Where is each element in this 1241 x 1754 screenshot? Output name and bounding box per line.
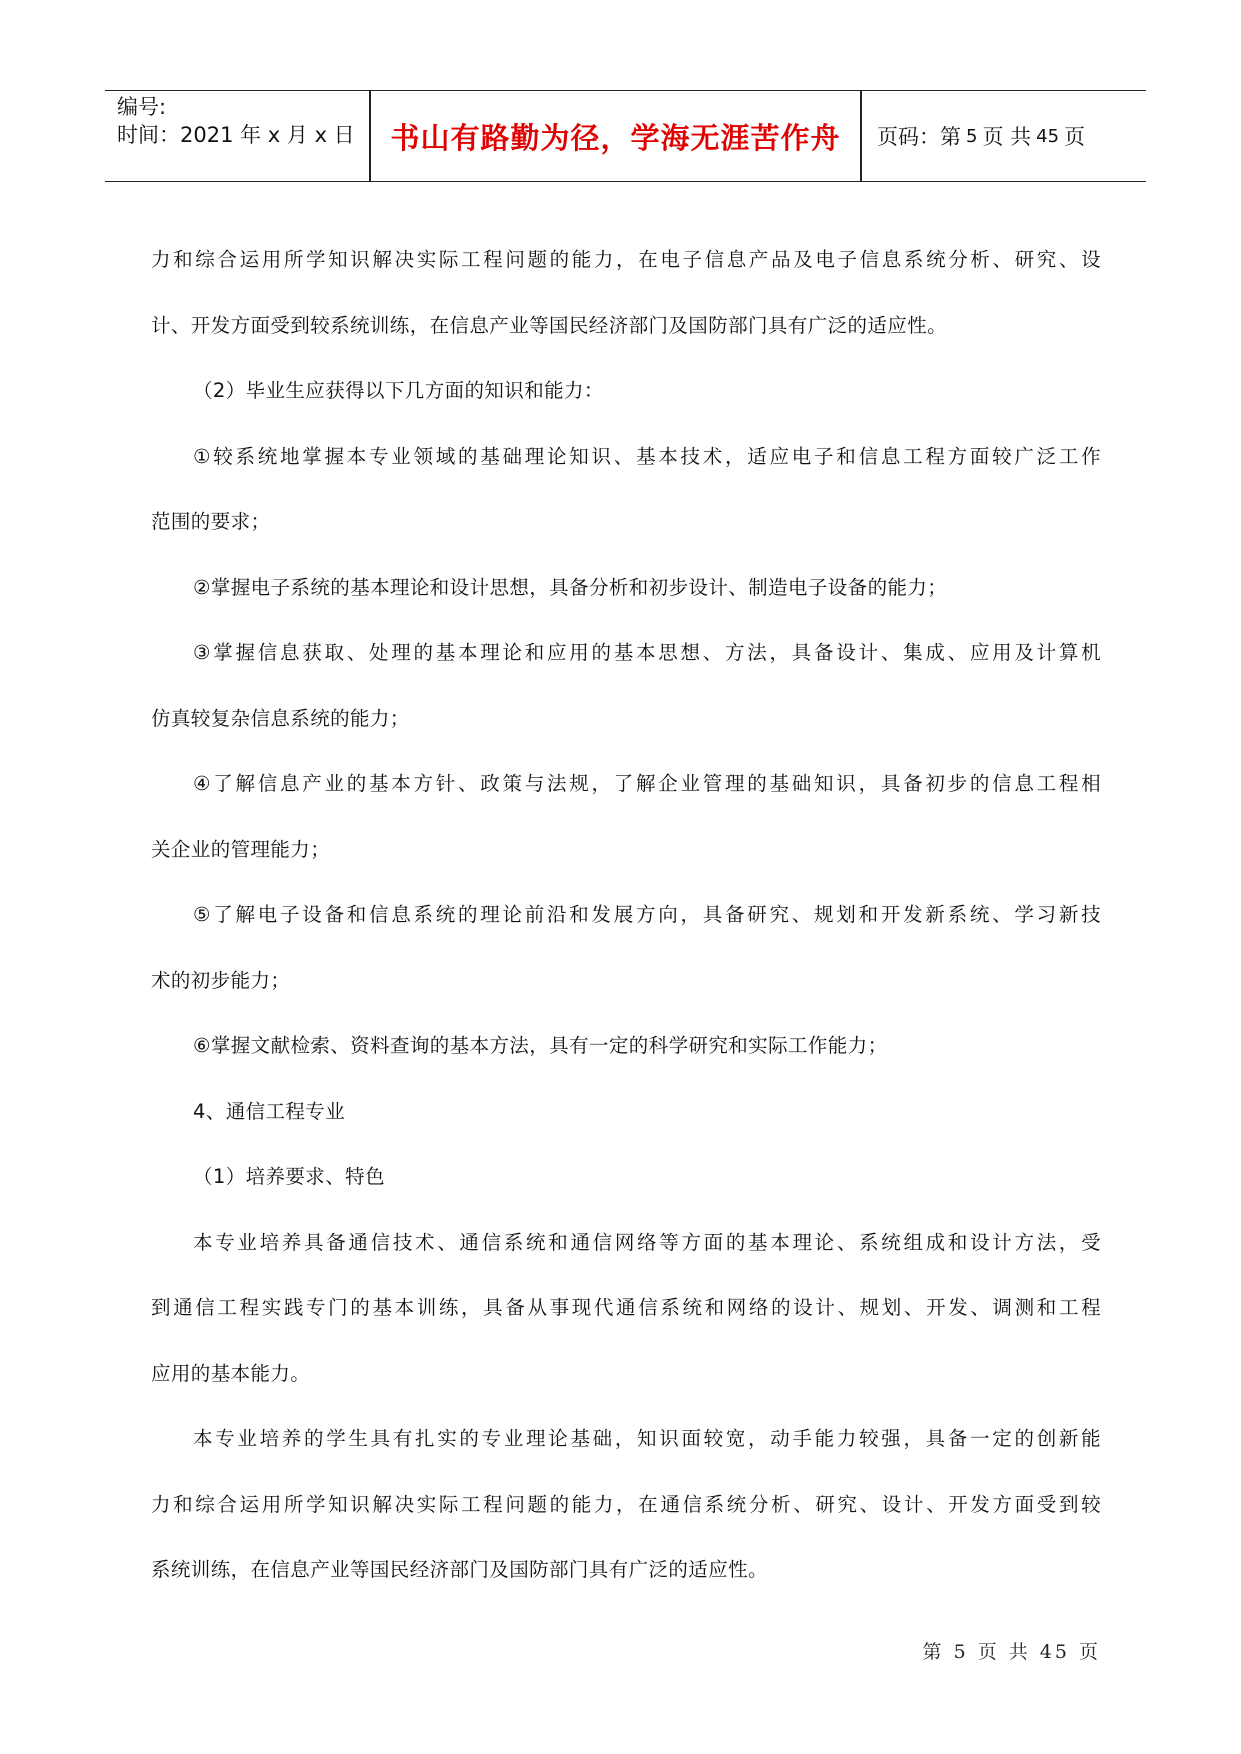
body-line: 本专业培养具备通信技术、通信系统和通信网络等方面的基本理论、系统组成和设计方法，受: [193, 1230, 1101, 1254]
body-line: 应用的基本能力。: [151, 1361, 311, 1385]
body-line: （2）毕业生应获得以下几方面的知识和能力：: [193, 379, 604, 402]
page-suffix: 页: [1064, 125, 1086, 149]
header-divider-right: [860, 91, 862, 181]
document-code-label: 编号:: [117, 95, 167, 119]
body-line: ③掌握信息获取、处理的基本理论和应用的基本思想、方法，具备设计、集成、应用及计算机: [193, 641, 1101, 664]
page-middle: 页 共: [982, 125, 1032, 149]
header-motto: 书山有路勤为径，学海无涯苦作舟: [390, 120, 841, 155]
page-prefix: 页码：第: [877, 125, 961, 149]
subsection-heading: （1）培养要求、特色: [193, 1165, 385, 1188]
body-line: ④了解信息产业的基本方针、政策与法规，了解企业管理的基础知识，具备初步的信息工程相: [193, 772, 1101, 795]
page-header: [105, 90, 1146, 182]
page-footer: 第 5 页 共 45 页: [922, 1641, 1101, 1663]
header-page-code: [877, 91, 1085, 181]
body-line: 本专业培养的学生具有扎实的专业理论基础，知识面较宽，动手能力较强，具备一定的创新能: [193, 1427, 1101, 1450]
body-line: ⑤了解电子设备和信息系统的理论前沿和发展方向，具备研究、规划和开发新系统、学习新技: [193, 903, 1101, 926]
body-line: ⑥掌握文献检索、资料查询的基本方法，具有一定的科学研究和实际工作能力；: [193, 1034, 888, 1057]
body-line: 力和综合运用所学知识解决实际工程问题的能力，在电子信息产品及电子信息系统分析、研究、设: [151, 248, 1101, 271]
body-line: 术的初步能力；: [151, 968, 291, 992]
body-line: 仿真较复杂信息系统的能力；: [151, 706, 410, 730]
page-current: 5: [966, 125, 978, 147]
body-line: 力和综合运用所学知识解决实际工程问题的能力，在通信系统分析、研究、设计、开发方面受到较: [151, 1492, 1101, 1516]
body-line: 计、开发方面受到较系统训练，在信息产业等国民经济部门及国防部门具有广泛的适应性。: [151, 313, 948, 337]
body-line: 关企业的管理能力；: [151, 837, 331, 861]
document-body: [151, 227, 1101, 1603]
body-line: ②掌握电子系统的基本理论和设计思想，具备分析和初步设计、制造电子设备的能力；: [193, 575, 948, 599]
body-line: ①较系统地掌握本专业领域的基础理论知识、基本技术，适应电子和信息工程方面较广泛工作: [193, 444, 1101, 468]
section-heading: 4、通信工程专业: [193, 1099, 346, 1123]
body-line: 范围的要求；: [151, 510, 271, 533]
body-line: 系统训练，在信息产业等国民经济部门及国防部门具有广泛的适应性。: [151, 1558, 768, 1581]
document-time: 时间：2021 年 x 月 x 日: [117, 123, 355, 147]
page-total: 45: [1036, 125, 1060, 147]
body-line: 到通信工程实践专门的基本训练，具备从事现代通信系统和网络的设计、规划、开发、调测和工程: [151, 1296, 1101, 1319]
